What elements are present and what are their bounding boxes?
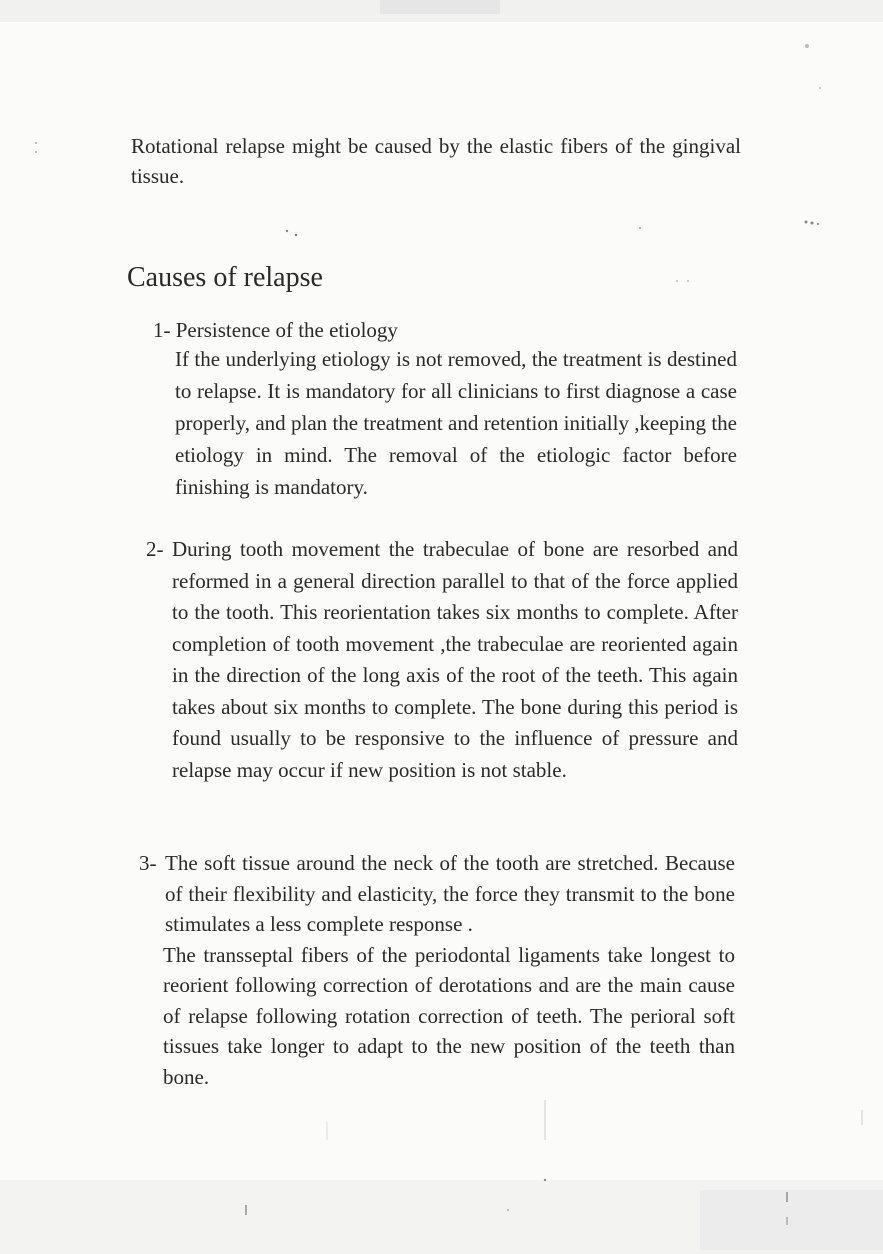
item-1-heading: 1- Persistence of the etiology <box>153 318 398 342</box>
item-3-continuation: The transseptal fibers of the periodontal ligaments take longest to reorient following correction of derotations and are the main cause of relapse following rotation correction of teeth. The perioral soft tissues take longer to adapt to the new position of the teeth than bone. <box>163 942 735 1089</box>
item-3-number: 3- <box>139 851 157 875</box>
list-item-3 <box>139 848 735 1092</box>
item-3-body: The soft tissue around the neck of the tooth are stretched. Because of their flexibility and elasticity, the force they transmit to the bone stimulates a less complete response . <box>165 851 735 936</box>
item-1-body: If the underlying etiology is not removed, the treatment is destined to relapse. It is mandatory for all clinicians to first diagnose a case properly, and plan the treatment and retention initially ,keeping the etiology in mind. The removal of the etiologic factor before finishing is mandatory. <box>175 347 737 499</box>
section-title: Causes of relapse <box>127 262 323 293</box>
list-item-2 <box>146 534 738 786</box>
item-2-body: During tooth movement the trabeculae of bone are resorbed and reformed in a general direction parallel to that of the force applied to the tooth. This reorientation takes six months to complete. After completion of tooth movement ,the trabeculae are reoriented again in the direction of the long axis of the root of the teeth. This again takes about six months to complete. The bone during this period is found usually to be responsive to the influence of pressure and relapse may occur if new position is not stable. <box>172 537 738 782</box>
item-2-number: 2- <box>146 537 164 561</box>
intro-paragraph: Rotational relapse might be caused by the elastic fibers of the gingival tissue. <box>131 134 741 188</box>
